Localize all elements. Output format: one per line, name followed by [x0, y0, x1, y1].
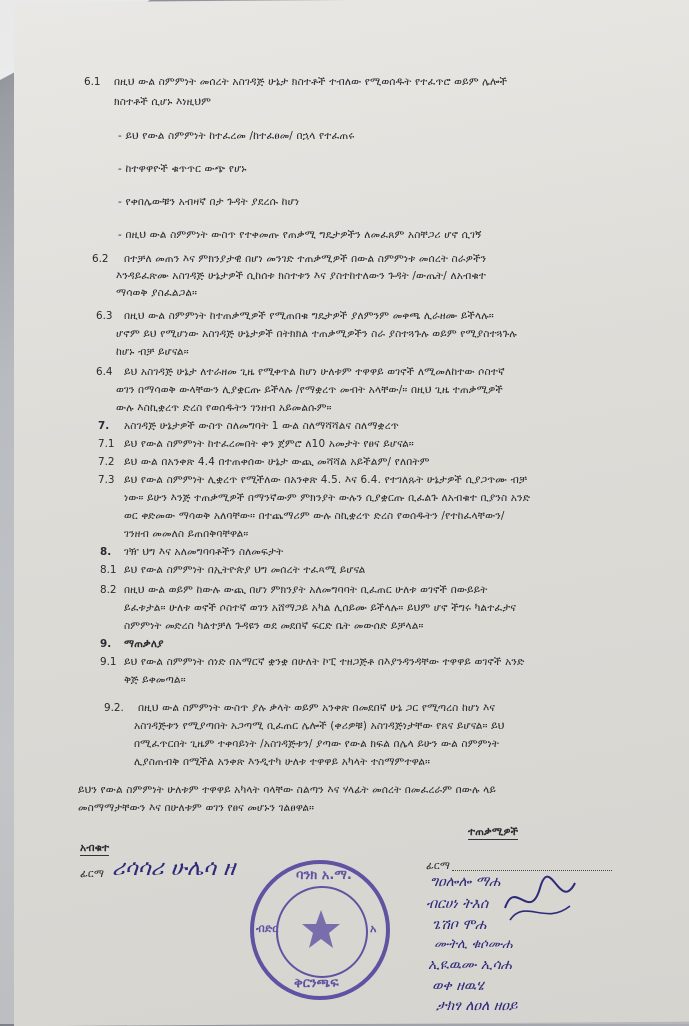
clause-number: 6.3 [96, 310, 113, 322]
stamp-right-text: አ [370, 922, 377, 935]
section-9-title: ማጠቃለያ [124, 638, 164, 650]
clause-9-2-line-4: ሊያስጠብቅ በሚችል አንቀጽ እንዲተካ ሁለቱ ተዋዋይ አካላት ተስማምተዋል። [134, 756, 431, 768]
beneficiary-signature: ጌሽቦ ሞሐ [432, 917, 487, 933]
beneficiary-signature: ግዐሎሎ ማሐ [430, 874, 501, 890]
section-number: 9. [100, 638, 112, 650]
clause-6-3-line-2: ሆኖም ይህ የሚሆነው አስገዳጅ ሁኔታዎች በትክክል ተጠቃሚዎችን ስራ ያስተጓጉሉ ወይም የሚያስተጓጉሉ [116, 328, 517, 340]
clause-number: 7.1 [98, 438, 115, 450]
clause-7-3-line-3: ወር ቀድመው ማሳወቅ አለባቸው። በተጨማሪም ውሉ ስኪቋረጥ ድረስ የወሰዱትን /የተከፈላቸውን/ [124, 510, 505, 522]
closing-line-2: መስማማታቸውን እና በሁለቱም ወገን የፀና መሆኑን ገልፀዋል። [78, 802, 315, 814]
clause-number: 9.1 [100, 656, 117, 668]
clause-6-1-line-2: ክስተቶች ሲሆኑ እነዚህም [114, 96, 212, 108]
stamp-left-text: ብድር [256, 922, 279, 935]
section-7-title: አስገዳጅ ሁኔታዎች ውስጥ ስለመግባት 1 ውል ስለማሻሻልና ስለማቋረጥ [124, 420, 399, 432]
beneficiaries-title: ተጠቃሚዎች [468, 826, 519, 838]
bank-signature: ሪሳሳሪ ሁሌሳ ዘ [112, 856, 236, 881]
clause-9-1-line-1: ይህ የውል ስምምነት ሰነድ በአማርኛ ቋንቋ በሁለት ኮፒ ተዘጋጅቶ በእያንዳንዳቸው ተዋዋይ ወገኖች አንድ [124, 656, 525, 668]
bank-stamp [250, 860, 390, 1000]
beneficiaries-sign-label: ፊርማ [426, 860, 451, 872]
clause-9-2-line-1: በዚህ ውል ስምምነት ውስጥ ያሉ ቃላት ወይም አንቀጽ በመደበኛ ሁኔ ጋር የሚጣረስ ከሆነ እና [138, 702, 496, 714]
section-8-title: ገዥ ህግ እና አለመግባባቶችን ስለመፍታት [124, 546, 284, 558]
clause-6-4-line-1: ይህ አስገዳጅ ሁኔታ ለተራዘመ ጊዜ የሚቀጥል ከሆነ ሁለቱም ተዋዋይ ወገኖች ለሚመለከተው ሶስተኛ [124, 366, 505, 378]
clause-6-1-line-1: በዚህ ውል ስምምነት መሰረት አስገዳጅ ሁኔታ ክስተቶች ተብለው የሚወሰዱት የተፈጥሮ ወይም ሌሎች [114, 76, 508, 88]
clause-number: 8.1 [100, 564, 117, 576]
section-number: 7. [98, 420, 110, 432]
clause-number: 7.3 [98, 474, 115, 486]
clause-6-2-line-2: እንዳይፈጽሙ አስገዳጅ ሁኔታዎች ሲከሰቱ ክስተቱን እና ያስተከተለውን ጉዳት /ውጤት/ ለአብቁተ [116, 270, 486, 282]
beneficiary-signature: ታክፃ ለዐለ ዘዐይ [436, 998, 518, 1014]
bullet-item: - በዚህ ውል ስምምነት ውስጥ የተቀመጡ የጠቃሚ ግዴታዎችን ለመፈጸም አስቸጋሪ ሆኖ ሲገኝ [118, 229, 482, 241]
beneficiary-signature: ብርሀነ ትእሰ [426, 896, 489, 912]
beneficiary-signature: ሙትሊ ቁሶሙሐ [434, 937, 513, 952]
clause-9-1-line-2: ቅጅ ይቀመጣል። [124, 674, 186, 686]
clause-6-2-line-3: ማሳወቅ ያስፈልጋል። [116, 287, 198, 299]
bank-sign-label: ፊርማ [80, 868, 105, 880]
clause-6-4-line-3: ውሉ እስኪቋረጥ ድረስ የወሰዱትን ገንዘብ አይመልሱም። [116, 402, 332, 414]
clause-6-3-line-3: ከሆኑ ብቻ ይሆናል። [116, 346, 189, 358]
clause-8-1: ይህ የውል ስምምነት በኢትዮጵያ ህግ መሰረት ተፈጻሚ ይሆናል [124, 564, 366, 576]
clause-number: 6.2 [92, 253, 109, 265]
bank-party-title: አብቁተ [80, 842, 110, 854]
clause-7-3-line-1: ይህ የውል ስምምነት ሊቋረጥ የሚችለው በአንቀጽ 4.5. እና 6.4. የተገለጹት ሁኔታዎች ሲያጋጥሙ ብቻ [124, 474, 528, 486]
clause-6-4-line-2: ወገን በማሳወቅ ውላቸውን ሊያቋርጡ ይችላሉ /የማቋረጥ መብት አላቸው/። በዚህ ጊዜ ተጠቃሚዎች [116, 384, 503, 396]
clause-7-2: ይህ ውል በአንቀጽ 4.4 በተጠቀሰው ሁኔታ ውጪ መሻሻል አይችልም/ የለበትም [124, 456, 430, 468]
signature-scribble-icon [500, 868, 580, 928]
bullet-item: - የቀበሌውቹን አብዛኛ በታ ጉዳት ያደረሱ ከሆነ [118, 196, 300, 208]
beneficiary-signature: ኢዪዉሙ ኢሳሐ [428, 957, 512, 973]
clause-9-2-line-2: አስገዳጅቱን የሚያጣበት አጋጣሚ ቢፈጠር ሌሎች (ቀሪዎቹ) አስገዳጅነታቸው የጸና ይሆናል። ይህ [134, 720, 505, 732]
clause-number: 8.2 [100, 584, 117, 596]
clause-6-3-line-1: በዚህ ውል ስምምነት ከተጠቃሚዎች የሚጠበቁ ግዴታዎች ያለምንም መቀጫ ሊራዘሙ ይችላሉ። [124, 310, 494, 322]
clause-7-3-line-4: ገንዘብ መመለስ ይጠበቅባቸዋል። [124, 528, 249, 540]
clause-8-2-line-3: ስምምነት መድረስ ካልተቻለ ጉዳዩን ወደ መደበኛ ፍርድ ቤት መውሰድ ይቻላል። [124, 620, 424, 632]
bullet-item: - ይህ የውል ስምምነት ከተፈረመ /ከተፈፀመ/ በኋላ የተፈጠሩ [118, 130, 355, 142]
clause-7-1: ይህ የውል ስምምነት ከተፈረመበት ቀን ጀምሮ ለ10 አመታት የፀና ይሆናል። [124, 438, 414, 450]
clause-8-2-line-2: ይፈቱታል። ሁለቱ ወኖች ሶስተኛ ወገን አሸማጋይ አካል ሊሰይሙ ይችላሉ። ይህም ሆኖ ችግሩ ካልተፈታና [124, 602, 517, 614]
clause-number: 7.2 [98, 456, 115, 468]
clause-9-2-line-3: በሚፈጥርበት ጊዜም ተቀባይነት /አስገዳጅቱን/ ያጣው የውል ክፍል በሌላ ይሁን ውል ስምምነት [134, 738, 500, 750]
stamp-top-text: ባንክ አ.ማ. [296, 868, 352, 883]
stamp-bottom-text: ቅርንጫፍ [294, 976, 339, 991]
clause-number: 9.2. [104, 702, 124, 714]
bullet-item: - ከተዋዋዮች ቁጥጥር ውጭ የሆኑ [118, 163, 247, 175]
clause-6-2-line-1: በተቻለ መጠን እና ምክንያታዊ በሆነ መንገድ ተጠቃሚዎች በውል ስምምነቱ መሰረት ስራዎችን [124, 253, 487, 265]
beneficiary-signature: ወቀ ዘዉሄ [432, 978, 484, 994]
clause-number: 6.1 [84, 76, 101, 88]
closing-line-1: ይህን የውል ስምምነት ሁለቱም ተዋዋይ አካላት ባላቸው ስልጣን እና ሃላፊት መሰረት በመፈረራም በውሉ ላይ [78, 784, 496, 796]
section-number: 8. [100, 546, 112, 558]
clause-8-2-line-1: በዚህ ውል ወይም ከውሉ ውጪ በሆነ ምክንያት አለመግባባት ቢፈጠር ሁለቱ ወገኖች በውይይት [124, 584, 488, 596]
clause-number: 6.4 [96, 366, 113, 378]
stamp-emblem-icon [296, 906, 346, 956]
clause-7-3-line-2: ነው። ይሁን እንጅ ተጠቃሚዎች በማንኛውም ምክንያት ውሉን ሲያቋርጡ ቢፈልጉ ለአብቁተ ቢያንስ አንድ [124, 492, 531, 504]
